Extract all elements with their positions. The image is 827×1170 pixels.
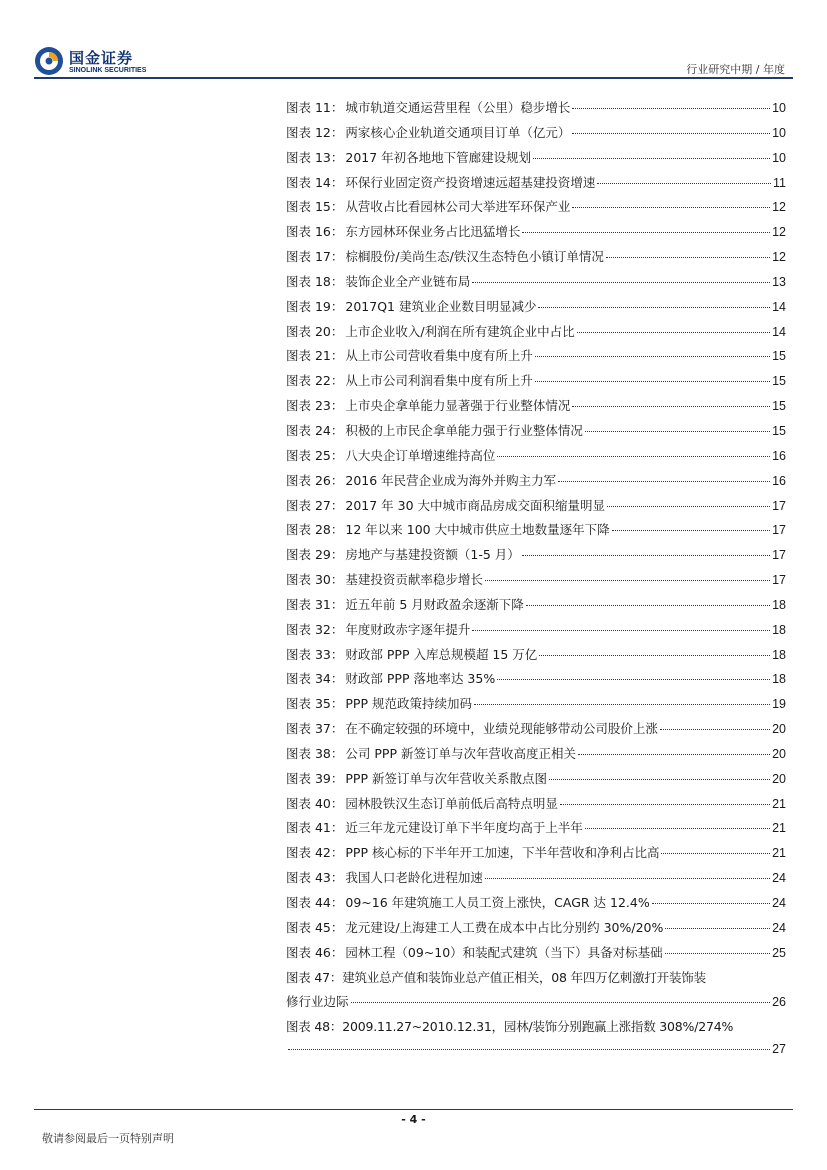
page-ref: 11 bbox=[773, 175, 786, 190]
report-type: 行业研究中期 / 年度 bbox=[686, 63, 785, 76]
dot-leader bbox=[522, 555, 770, 556]
figure-title: PPP 规范政策持续加码 bbox=[345, 696, 472, 712]
figure-label: 图表 20： bbox=[286, 323, 344, 339]
page-ref: 18 bbox=[772, 672, 786, 687]
figure-title: 年度财政赤字逐年提升 bbox=[345, 621, 471, 637]
dot-leader bbox=[665, 928, 770, 929]
page-ref: 10 bbox=[772, 125, 786, 140]
toc-entry[interactable] bbox=[286, 421, 786, 446]
page-ref: 18 bbox=[772, 622, 786, 637]
figure-label: 图表 47： bbox=[286, 969, 343, 985]
page-ref: 18 bbox=[772, 597, 786, 612]
figure-label: 图表 38： bbox=[286, 745, 344, 761]
dot-leader bbox=[665, 953, 770, 954]
figure-label: 图表 22： bbox=[286, 373, 344, 389]
toc-entry[interactable] bbox=[286, 272, 786, 297]
figure-title: 装饰企业全产业链布局 bbox=[345, 273, 471, 289]
page-ref: 24 bbox=[772, 871, 786, 886]
page-ref: 12 bbox=[772, 250, 786, 265]
figure-title: 两家核心企业轨道交通项目订单（亿元） bbox=[345, 124, 571, 140]
dot-leader bbox=[538, 307, 770, 308]
toc-entry[interactable] bbox=[286, 396, 786, 421]
company-logo bbox=[34, 46, 164, 80]
figure-label: 图表 21： bbox=[286, 348, 344, 364]
toc-entry[interactable] bbox=[286, 595, 786, 620]
figure-label: 图表 34： bbox=[286, 671, 344, 687]
page-ref: 24 bbox=[772, 896, 786, 910]
figure-title: 龙元建设/上海建工人工费在成本中占比分别约 30%/20% bbox=[345, 919, 664, 935]
page-ref: 18 bbox=[772, 647, 786, 662]
page-ref: 15 bbox=[772, 349, 786, 364]
figure-label: 图表 19： bbox=[286, 298, 344, 314]
figure-title: 近三年龙元建设订单下半年度均高于上半年 bbox=[345, 820, 583, 836]
page-ref: 14 bbox=[772, 324, 786, 339]
dot-leader bbox=[572, 108, 770, 109]
toc-entry[interactable] bbox=[286, 222, 786, 247]
toc-entry[interactable] bbox=[286, 645, 786, 670]
figure-title: PPP 新签订单与次年营收关系散点图 bbox=[345, 770, 547, 786]
page-ref: 17 bbox=[772, 523, 786, 538]
dot-leader bbox=[597, 183, 771, 184]
toc-entry[interactable] bbox=[286, 794, 786, 819]
figure-label: 图表 31： bbox=[286, 596, 344, 612]
toc-entry[interactable] bbox=[286, 868, 786, 893]
logo-chinese-name: 国金证券 bbox=[69, 49, 134, 67]
figure-label: 图表 14： bbox=[286, 174, 344, 190]
toc-entry[interactable] bbox=[286, 247, 786, 272]
toc-entry[interactable] bbox=[286, 123, 786, 148]
figure-title: 棕榈股份/美尚生态/铁汉生态特色小镇订单情况 bbox=[345, 249, 604, 265]
toc-entry[interactable] bbox=[286, 446, 786, 471]
page-ref: 27 bbox=[772, 1042, 786, 1057]
figure-label: 图表 39： bbox=[286, 770, 344, 786]
figure-label: 图表 35： bbox=[286, 696, 344, 712]
page-ref: 10 bbox=[772, 150, 786, 165]
toc-entry[interactable] bbox=[286, 322, 786, 347]
figure-label: 图表 24： bbox=[286, 422, 344, 438]
toc-entry[interactable] bbox=[286, 943, 786, 968]
figure-title: 房地产与基建投资额（1-5 月） bbox=[345, 547, 520, 563]
figure-title: 2017 年 30 大中城市商品房成交面积缩量明显 bbox=[345, 497, 606, 513]
figure-label: 图表 29： bbox=[286, 547, 344, 563]
figure-title: 八大央企订单增速维持高位 bbox=[345, 447, 496, 463]
figure-label: 图表 44： bbox=[286, 895, 344, 910]
dot-leader bbox=[606, 257, 770, 258]
page-ref: 17 bbox=[772, 548, 786, 563]
page-ref: 26 bbox=[772, 995, 786, 1010]
figure-title: 城市轨道交通运营里程（公里）稳步增长 bbox=[345, 100, 571, 115]
figure-label: 图表 28： bbox=[286, 522, 344, 538]
dot-leader bbox=[472, 282, 770, 283]
toc-entry-line bbox=[286, 1042, 786, 1067]
toc-entry[interactable] bbox=[286, 371, 786, 396]
figure-label: 图表 48： bbox=[286, 1019, 343, 1035]
dot-leader bbox=[472, 630, 770, 631]
toc-entry[interactable] bbox=[286, 694, 786, 719]
figure-label: 图表 32： bbox=[286, 621, 344, 637]
figure-title: 基建投资贡献率稳步增长 bbox=[345, 572, 483, 588]
figure-title: 2009.11.27~2010.12.31，园林/装饰分别跑赢上涨指数 308%/274% bbox=[342, 1019, 734, 1035]
dot-leader bbox=[607, 506, 770, 507]
sinolink-logo-icon bbox=[34, 46, 64, 76]
disclaimer-text: 敬请参阅最后一页特别声明 bbox=[42, 1132, 174, 1145]
toc-entry[interactable] bbox=[286, 570, 786, 595]
dot-leader bbox=[612, 530, 771, 531]
dot-leader bbox=[572, 406, 770, 407]
figure-label: 图表 43： bbox=[286, 870, 344, 886]
figure-title: 积极的上市民企拿单能力强于行业整体情况 bbox=[345, 422, 583, 438]
dot-leader bbox=[572, 207, 770, 208]
toc-entry[interactable] bbox=[286, 669, 786, 694]
figure-label: 图表 18： bbox=[286, 273, 344, 289]
figure-title: 园林股铁汉生态订单前低后高特点明显 bbox=[345, 795, 558, 811]
figure-label: 图表 15： bbox=[286, 199, 344, 215]
figure-title: 我国人口老龄化进程加速 bbox=[345, 870, 483, 886]
dot-leader bbox=[485, 878, 770, 879]
figure-title: 近五年前 5 月财政盈余逐渐下降 bbox=[345, 596, 524, 612]
figure-title: 上市企业收入/利润在所有建筑企业中占比 bbox=[345, 323, 575, 339]
page-ref: 24 bbox=[772, 920, 786, 935]
dot-leader bbox=[351, 1002, 771, 1003]
figure-title: 在不确定较强的环境中，业绩兑现能够带动公司股价上涨 bbox=[345, 721, 658, 737]
page-ref: 20 bbox=[772, 746, 786, 761]
toc-entry-multiline[interactable] bbox=[286, 1017, 786, 1067]
toc-entry[interactable] bbox=[286, 769, 786, 794]
figure-label: 图表 33： bbox=[286, 646, 344, 662]
dot-leader bbox=[578, 754, 770, 755]
figure-label: 图表 27： bbox=[286, 497, 344, 513]
figure-label: 图表 23： bbox=[286, 398, 344, 414]
page-ref: 19 bbox=[772, 697, 786, 712]
figure-title: 从营收占比看园林公司大举进军环保产业 bbox=[345, 199, 571, 215]
figure-title: 12 年以来 100 大中城市供应土地数量逐年下降 bbox=[345, 522, 610, 538]
toc-entry[interactable] bbox=[286, 496, 786, 521]
dot-leader bbox=[652, 903, 770, 904]
logo-english-name: SINOLINK SECURITIES bbox=[69, 67, 147, 74]
figure-title: PPP 核心标的下半年开工加速，下半年营收和净利占比高 bbox=[345, 845, 660, 861]
figure-title: 建筑业总产值和装饰业总产值正相关，08 年四万亿刺激打开装饰装 bbox=[342, 969, 706, 985]
page-ref: 15 bbox=[772, 399, 786, 414]
figure-title: 公司 PPP 新签订单与次年营收高度正相关 bbox=[345, 745, 576, 761]
dot-leader bbox=[585, 828, 770, 829]
page-ref: 20 bbox=[772, 771, 786, 786]
dot-leader bbox=[660, 729, 770, 730]
toc-entry[interactable] bbox=[286, 148, 786, 173]
page-ref: 16 bbox=[772, 448, 786, 463]
figure-label: 图表 25： bbox=[286, 447, 344, 463]
figure-label: 图表 41： bbox=[286, 820, 344, 836]
toc-entry-line bbox=[286, 992, 786, 1017]
toc-entry[interactable] bbox=[286, 719, 786, 744]
figure-title-continued: 修行业边际 bbox=[286, 994, 349, 1010]
figure-label: 图表 13： bbox=[286, 149, 344, 165]
footer-divider bbox=[34, 1109, 793, 1110]
page-ref: 21 bbox=[772, 846, 786, 861]
toc-entry[interactable] bbox=[286, 297, 786, 322]
toc-entry-line bbox=[286, 968, 786, 993]
toc-entry[interactable] bbox=[286, 744, 786, 769]
page-ref: 12 bbox=[772, 225, 786, 240]
dot-leader bbox=[533, 158, 770, 159]
figure-title: 从上市公司营收看集中度有所上升 bbox=[345, 348, 533, 364]
figure-title: 2017Q1 建筑业企业数目明显减少 bbox=[345, 298, 537, 314]
toc-entry-line bbox=[286, 1017, 786, 1042]
dot-leader bbox=[288, 1049, 770, 1050]
dot-leader bbox=[497, 456, 770, 457]
figure-label: 图表 16： bbox=[286, 224, 344, 240]
figure-title: 环保行业固定资产投资增速远超基建投资增速 bbox=[345, 174, 596, 190]
figure-label: 图表 40： bbox=[286, 795, 344, 811]
dot-leader bbox=[661, 853, 770, 854]
figure-label: 图表 12： bbox=[286, 124, 344, 140]
toc-entry[interactable] bbox=[286, 843, 786, 868]
page-ref: 16 bbox=[772, 473, 786, 488]
dot-leader bbox=[522, 232, 770, 233]
toc-entry[interactable] bbox=[286, 520, 786, 545]
dot-leader bbox=[474, 704, 770, 705]
dot-leader bbox=[535, 381, 770, 382]
dot-leader bbox=[572, 133, 770, 134]
dot-leader bbox=[497, 679, 770, 680]
figure-title: 园林工程（09~10）和装配式建筑（当下）具备对标基础 bbox=[345, 944, 663, 960]
toc-entry[interactable] bbox=[286, 471, 786, 496]
toc-entry[interactable] bbox=[286, 818, 786, 843]
header-divider bbox=[34, 77, 793, 79]
dot-leader bbox=[539, 655, 770, 656]
dot-leader bbox=[549, 779, 770, 780]
dot-leader bbox=[485, 580, 770, 581]
table-of-figures bbox=[286, 98, 786, 1067]
page-ref: 21 bbox=[772, 796, 786, 811]
figure-label: 图表 26： bbox=[286, 472, 344, 488]
dot-leader bbox=[535, 356, 770, 357]
page-ref: 10 bbox=[772, 101, 786, 115]
toc-entry[interactable] bbox=[286, 98, 786, 123]
toc-entry[interactable] bbox=[286, 346, 786, 371]
figure-title: 财政部 PPP 入库总规模超 15 万亿 bbox=[345, 646, 538, 662]
toc-entry[interactable] bbox=[286, 197, 786, 222]
page-ref: 17 bbox=[772, 498, 786, 513]
page-ref: 15 bbox=[772, 374, 786, 389]
toc-entry[interactable] bbox=[286, 545, 786, 570]
figure-label: 图表 17： bbox=[286, 249, 344, 265]
figure-label: 图表 42： bbox=[286, 845, 344, 861]
page-ref: 25 bbox=[772, 945, 786, 960]
dot-leader bbox=[560, 804, 770, 805]
toc-entry[interactable] bbox=[286, 620, 786, 645]
page-ref: 15 bbox=[772, 423, 786, 438]
figure-title: 2017 年初各地地下管廊建设规划 bbox=[345, 149, 532, 165]
figure-title: 从上市公司利润看集中度有所上升 bbox=[345, 373, 533, 389]
dot-leader bbox=[585, 431, 770, 432]
figure-title: 财政部 PPP 落地率达 35% bbox=[345, 671, 496, 687]
figure-title: 上市央企拿单能力显著强于行业整体情况 bbox=[345, 398, 571, 414]
page-ref: 17 bbox=[772, 573, 786, 588]
figure-label: 图表 11： bbox=[286, 100, 344, 115]
toc-entry-multiline[interactable] bbox=[286, 968, 786, 1018]
page-ref: 12 bbox=[772, 200, 786, 215]
page-ref: 14 bbox=[772, 299, 786, 314]
figure-label: 图表 46： bbox=[286, 944, 344, 960]
toc-entry[interactable] bbox=[286, 173, 786, 198]
page-ref: 21 bbox=[772, 821, 786, 836]
toc-entry[interactable] bbox=[286, 893, 786, 918]
page-number: - 4 - bbox=[401, 1113, 426, 1126]
figure-title: 2016 年民营企业成为海外并购主力军 bbox=[345, 472, 557, 488]
page-ref: 13 bbox=[772, 274, 786, 289]
dot-leader bbox=[558, 481, 770, 482]
figure-title: 09~16 年建筑施工人员工资上涨快，CAGR 达 12.4% bbox=[345, 895, 650, 910]
figure-label: 图表 30： bbox=[286, 572, 344, 588]
figure-label: 图表 45： bbox=[286, 919, 344, 935]
figure-label: 图表 37： bbox=[286, 721, 344, 737]
dot-leader bbox=[526, 605, 770, 606]
toc-entry[interactable] bbox=[286, 918, 786, 943]
dot-leader bbox=[577, 332, 770, 333]
page-ref: 20 bbox=[772, 722, 786, 737]
figure-title: 东方园林环保业务占比迅猛增长 bbox=[345, 224, 521, 240]
